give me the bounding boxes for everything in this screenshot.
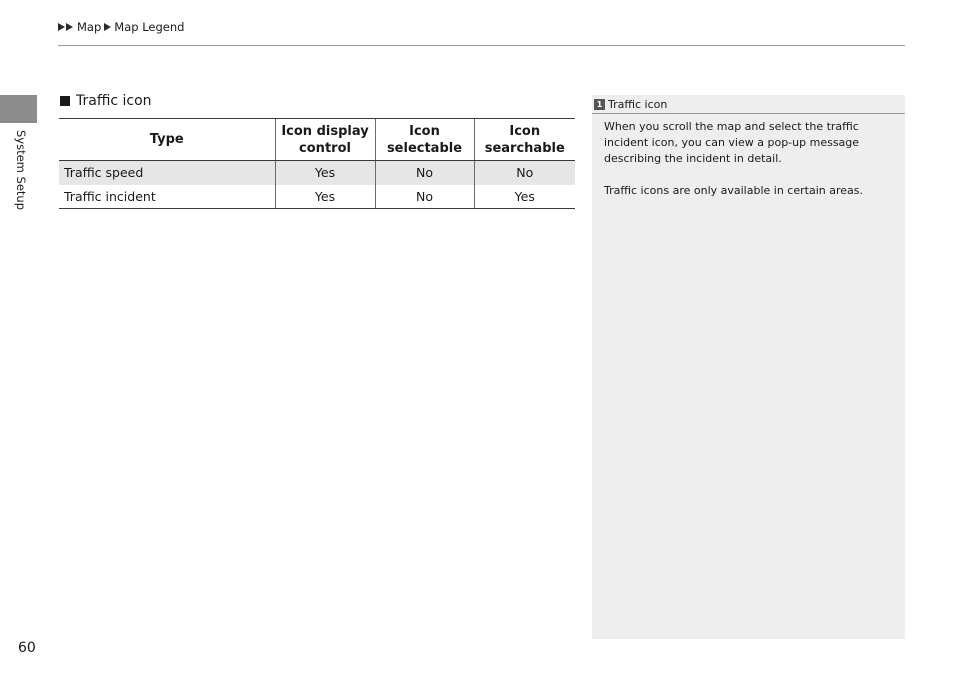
note-body: [604, 119, 894, 199]
side-tab-marker: [0, 95, 37, 123]
breadcrumb-item-map-legend[interactable]: Map Legend: [114, 20, 185, 34]
table-cell: No: [474, 161, 575, 185]
header-icon-selectable: Icon selectable: [375, 119, 474, 161]
header-divider: [58, 45, 905, 46]
page-number: 60: [18, 640, 36, 656]
breadcrumb: [58, 20, 184, 34]
table-row: [59, 161, 575, 185]
note-title: Traffic icon: [608, 97, 668, 111]
note-sidebar: [592, 95, 905, 639]
side-tab-label: [14, 130, 30, 240]
note-header: [592, 95, 905, 114]
table-cell: Traffic speed: [59, 161, 275, 185]
breadcrumb-arrow-icon: [58, 23, 74, 31]
table-cell: No: [375, 161, 474, 185]
table-row: [59, 185, 575, 209]
table-cell: Traffic incident: [59, 185, 275, 209]
table-cell: No: [375, 185, 474, 209]
traffic-icon-table: [59, 118, 575, 209]
note-number-icon: 1: [594, 99, 605, 110]
breadcrumb-item-map[interactable]: Map: [77, 20, 102, 34]
note-paragraph: When you scroll the map and select the traffic incident icon, you can view a pop-up message describing the incident in detail.: [604, 120, 860, 165]
table-header-row: [59, 119, 575, 161]
breadcrumb-arrow-icon: [104, 20, 112, 34]
side-tab-text: System Setup: [14, 130, 28, 211]
table-cell: Yes: [275, 161, 375, 185]
table-cell: Yes: [275, 185, 375, 209]
section-title: [60, 93, 152, 109]
table-cell: Yes: [474, 185, 575, 209]
square-bullet-icon: [60, 96, 70, 106]
note-paragraph: Traffic icons are only available in certain areas.: [604, 184, 863, 197]
header-icon-searchable: Icon searchable: [474, 119, 575, 161]
section-title-text: Traffic icon: [76, 93, 152, 109]
header-icon-display-control: Icon display control: [275, 119, 375, 161]
header-type: Type: [59, 119, 275, 161]
